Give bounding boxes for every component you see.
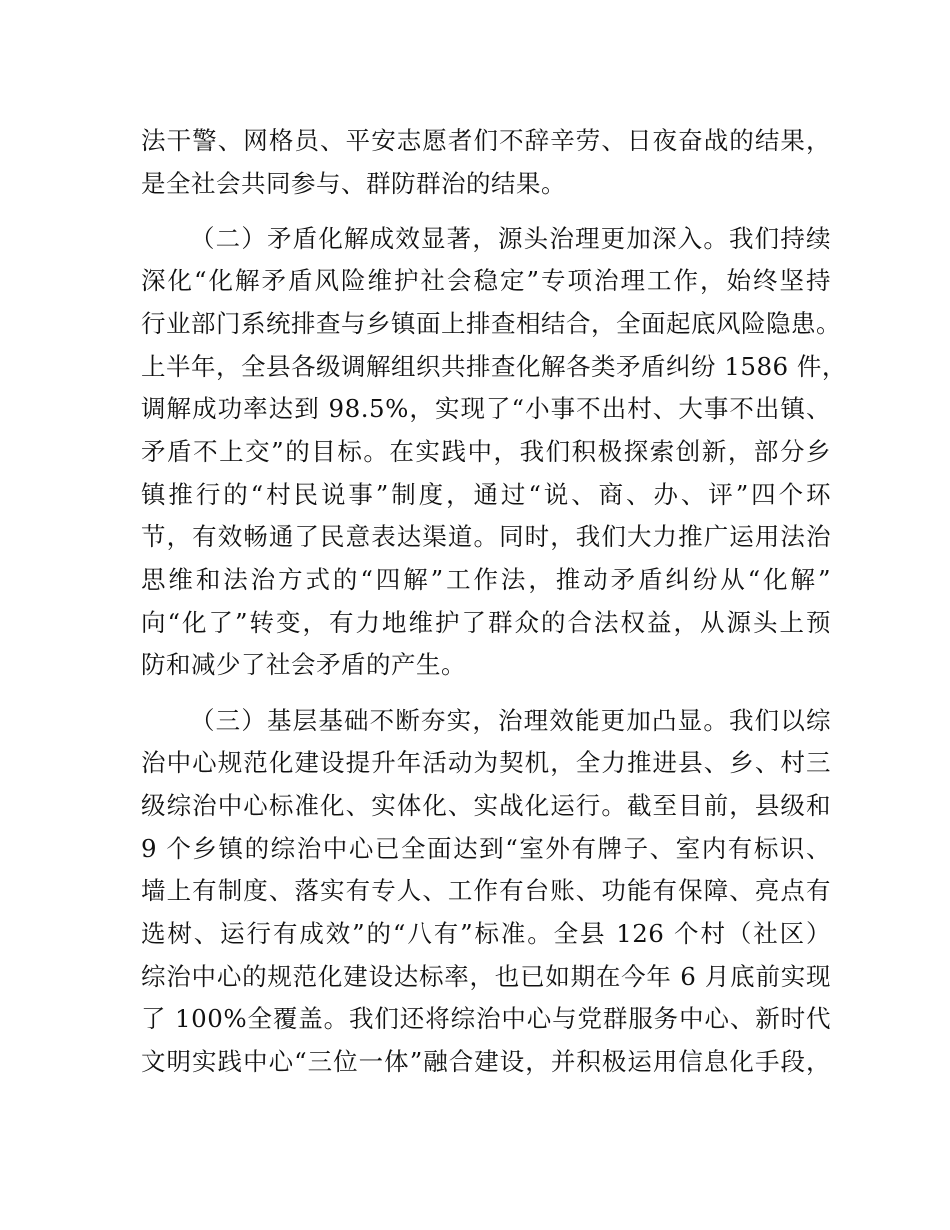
paragraph-2-line-6: 矛盾不上交”的目标。在实践中，我们积极探索创新，部分乡 [141, 437, 831, 466]
paragraph-2-line-2: 深化“化解矛盾风险维护社会稳定”专项治理工作，始终坚持 [141, 266, 831, 295]
paragraph-2-line-1: （二）矛盾化解成效显著，源头治理更加深入。我们持续 [190, 224, 831, 253]
paragraph-2-line-5: 调解成功率达到 98.5%，实现了“小事不出村、大事不出镇、 [141, 394, 831, 423]
paragraph-2-line-11: 防和减少了社会矛盾的产生。 [141, 650, 466, 679]
paragraph-3-line-4: 9 个乡镇的综治中心已全面达到“室外有牌子、室内有标识、 [141, 834, 831, 863]
paragraph-3-line-8: 了 100%全覆盖。我们还将综治中心与党群服务中心、新时代 [141, 1004, 831, 1033]
paragraph-3-line-1: （三）基层基础不断夯实，治理效能更加凸显。我们以综 [190, 706, 831, 735]
paragraph-2-line-9: 思维和法治方式的“四解”工作法，推动矛盾纠纷从“化解” [141, 565, 831, 594]
paragraph-1-line-1: 法干警、网格员、平安志愿者们不辞辛劳、日夜奋战的结果， [141, 126, 831, 155]
paragraph-2-line-4: 上半年，全县各级调解组织共排查化解各类矛盾纠纷 1586 件， [141, 352, 847, 381]
paragraph-3-line-3: 级综治中心标准化、实体化、实战化运行。截至目前，县级和 [141, 791, 831, 820]
paragraph-3-line-5: 墙上有制度、落实有专人、工作有台账、功能有保障、亮点有 [141, 876, 831, 905]
paragraph-2-line-8: 节，有效畅通了民意表达渠道。同时，我们大力推广运用法治 [141, 522, 831, 551]
paragraph-1-line-2: 是全社会共同参与、群防群治的结果。 [141, 169, 566, 198]
paragraph-3-line-9: 文明实践中心“三位一体”融合建设，并积极运用信息化手段， [141, 1047, 831, 1076]
paragraph-2-line-10: 向“化了”转变，有力地维护了群众的合法权益，从源头上预 [141, 608, 831, 637]
paragraph-3-line-7: 综治中心的规范化建设达标率，也已如期在今年 6 月底前实现 [141, 962, 831, 991]
paragraph-2-line-3: 行业部门系统排查与乡镇面上排查相结合，全面起底风险隐患。 [141, 309, 841, 338]
paragraph-3-line-6: 选树、运行有成效”的“八有”标准。全县 126 个村（社区） [141, 919, 831, 948]
paragraph-3-line-2: 治中心规范化建设提升年活动为契机，全力推进县、乡、村三 [141, 748, 831, 777]
paragraph-2-line-7: 镇推行的“村民说事”制度，通过“说、商、办、评”四个环 [141, 480, 831, 509]
